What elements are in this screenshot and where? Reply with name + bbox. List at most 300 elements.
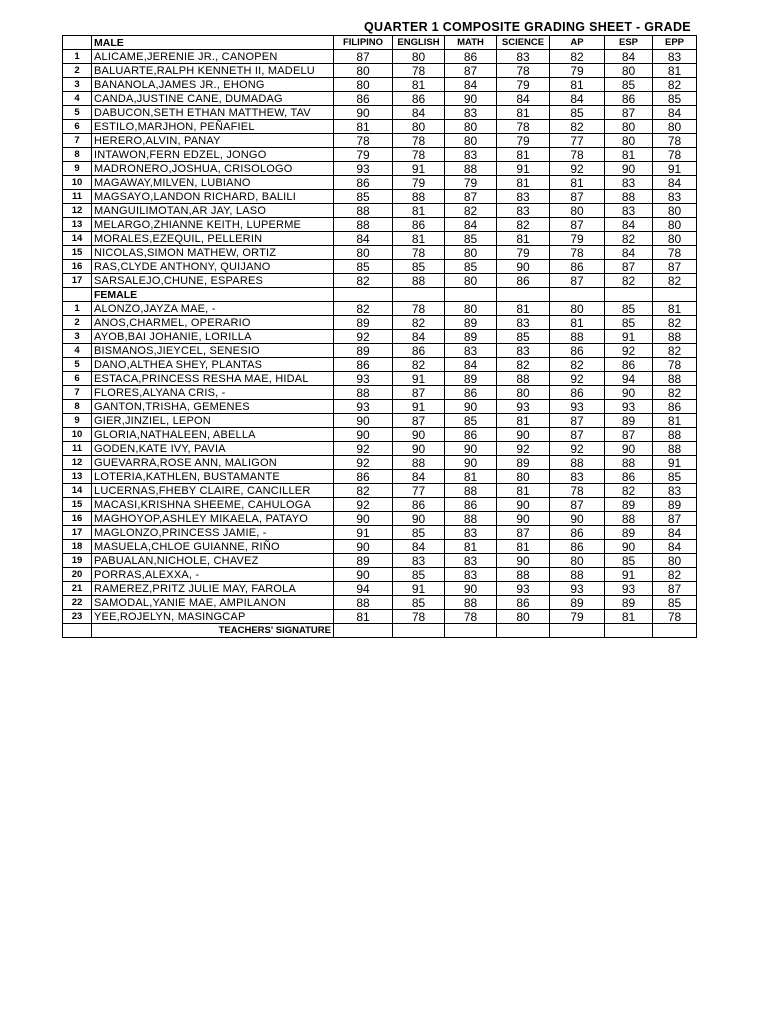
grade-cell[interactable]: 87 <box>393 386 445 400</box>
grade-cell[interactable]: 78 <box>653 358 697 372</box>
grade-cell[interactable]: 90 <box>334 540 393 554</box>
grade-cell[interactable]: 81 <box>550 316 605 330</box>
grade-cell[interactable]: 87 <box>653 582 697 596</box>
grade-cell[interactable]: 84 <box>393 470 445 484</box>
grade-cell[interactable]: 78 <box>550 484 605 498</box>
grade-cell[interactable]: 78 <box>393 302 445 316</box>
grade-cell[interactable]: 90 <box>605 540 653 554</box>
grade-cell[interactable]: 84 <box>653 540 697 554</box>
grade-cell[interactable]: 82 <box>497 358 550 372</box>
grade-cell[interactable]: 89 <box>497 456 550 470</box>
grade-cell[interactable]: 90 <box>334 568 393 582</box>
grade-cell[interactable]: 89 <box>445 316 497 330</box>
grade-cell[interactable]: 85 <box>605 302 653 316</box>
grade-cell[interactable]: 83 <box>497 316 550 330</box>
grade-cell[interactable]: 86 <box>497 274 550 288</box>
grade-cell[interactable]: 81 <box>653 302 697 316</box>
row-number: 1 <box>63 50 92 64</box>
grade-cell[interactable]: 87 <box>653 512 697 526</box>
grade-cell[interactable]: 88 <box>445 596 497 610</box>
grade-cell[interactable]: 80 <box>334 78 393 92</box>
grade-cell[interactable]: 86 <box>445 386 497 400</box>
grade-cell[interactable]: 82 <box>653 316 697 330</box>
grade-cell[interactable]: 83 <box>550 470 605 484</box>
grade-cell[interactable]: 81 <box>334 120 393 134</box>
grade-cell[interactable]: 91 <box>393 582 445 596</box>
grade-table-body <box>63 36 697 638</box>
grade-cell[interactable]: 79 <box>497 78 550 92</box>
grade-cell[interactable]: 81 <box>605 148 653 162</box>
grade-cell[interactable]: 86 <box>550 540 605 554</box>
grade-cell[interactable]: 86 <box>605 470 653 484</box>
grade-cell[interactable]: 80 <box>653 554 697 568</box>
grade-cell[interactable]: 90 <box>550 512 605 526</box>
grade-cell[interactable]: 84 <box>550 92 605 106</box>
grade-cell[interactable]: 81 <box>497 414 550 428</box>
grade-cell[interactable]: 89 <box>605 414 653 428</box>
grade-cell[interactable]: 90 <box>393 512 445 526</box>
table-row <box>63 120 697 134</box>
grade-cell[interactable]: 86 <box>334 470 393 484</box>
grade-cell[interactable]: 85 <box>445 414 497 428</box>
grade-cell[interactable]: 88 <box>445 512 497 526</box>
grade-cell[interactable]: 79 <box>550 610 605 624</box>
grade-cell[interactable]: 85 <box>334 190 393 204</box>
grade-cell[interactable]: 81 <box>445 470 497 484</box>
grade-cell[interactable]: 85 <box>334 260 393 274</box>
grade-cell[interactable]: 88 <box>393 190 445 204</box>
grade-cell[interactable]: 82 <box>605 274 653 288</box>
grade-cell[interactable]: 89 <box>334 316 393 330</box>
grade-cell[interactable]: 88 <box>653 442 697 456</box>
grade-cell[interactable]: 86 <box>605 358 653 372</box>
grade-cell[interactable]: 84 <box>445 78 497 92</box>
grade-cell[interactable]: 94 <box>334 582 393 596</box>
grade-cell[interactable]: 88 <box>334 386 393 400</box>
grade-cell[interactable]: 91 <box>605 568 653 582</box>
table-row <box>63 50 697 64</box>
grade-cell[interactable]: 82 <box>653 344 697 358</box>
grade-cell[interactable]: 86 <box>550 260 605 274</box>
grade-cell[interactable]: 88 <box>497 568 550 582</box>
grade-cell[interactable]: 93 <box>497 582 550 596</box>
grade-cell[interactable]: 84 <box>653 526 697 540</box>
grade-cell[interactable]: 91 <box>393 400 445 414</box>
grade-cell[interactable]: 86 <box>334 358 393 372</box>
grade-cell[interactable]: 88 <box>653 428 697 442</box>
grade-cell[interactable]: 81 <box>393 78 445 92</box>
signature-cell[interactable] <box>653 624 697 638</box>
grade-cell[interactable]: 80 <box>334 64 393 78</box>
grade-cell[interactable]: 88 <box>653 330 697 344</box>
grade-cell[interactable]: 83 <box>497 50 550 64</box>
grade-cell[interactable]: 78 <box>550 246 605 260</box>
grade-cell[interactable]: 81 <box>445 540 497 554</box>
grade-cell[interactable]: 83 <box>445 106 497 120</box>
grade-cell[interactable]: 93 <box>497 400 550 414</box>
grade-cell[interactable]: 86 <box>334 176 393 190</box>
grade-cell[interactable]: 79 <box>334 148 393 162</box>
grade-cell[interactable]: 79 <box>550 232 605 246</box>
grade-cell[interactable]: 87 <box>653 260 697 274</box>
grade-cell[interactable]: 83 <box>393 554 445 568</box>
grade-cell[interactable]: 86 <box>393 92 445 106</box>
grade-cell[interactable]: 78 <box>497 64 550 78</box>
grade-cell[interactable]: 78 <box>393 148 445 162</box>
grade-cell[interactable]: 82 <box>605 232 653 246</box>
row-number: 19 <box>63 554 92 568</box>
grade-cell[interactable]: 81 <box>393 204 445 218</box>
grade-cell[interactable]: 82 <box>393 358 445 372</box>
grade-cell[interactable]: 89 <box>605 596 653 610</box>
grade-cell[interactable]: 82 <box>334 484 393 498</box>
grade-cell[interactable]: 81 <box>334 610 393 624</box>
grade-cell[interactable]: 92 <box>550 372 605 386</box>
grade-cell[interactable]: 92 <box>497 442 550 456</box>
grade-cell[interactable]: 89 <box>605 498 653 512</box>
grade-cell[interactable]: 85 <box>497 330 550 344</box>
signature-cell[interactable] <box>497 624 550 638</box>
grade-cell[interactable]: 84 <box>605 218 653 232</box>
grade-cell[interactable]: 85 <box>393 568 445 582</box>
grade-cell[interactable]: 87 <box>550 190 605 204</box>
grade-cell[interactable]: 93 <box>550 400 605 414</box>
grade-cell[interactable]: 79 <box>550 64 605 78</box>
grade-cell[interactable]: 86 <box>550 526 605 540</box>
grade-cell[interactable]: 92 <box>550 442 605 456</box>
grade-cell[interactable]: 82 <box>334 302 393 316</box>
grade-cell[interactable]: 86 <box>550 386 605 400</box>
grade-cell[interactable]: 88 <box>393 274 445 288</box>
grade-cell[interactable]: 78 <box>653 134 697 148</box>
grade-cell[interactable]: 88 <box>605 512 653 526</box>
grade-cell[interactable]: 90 <box>497 260 550 274</box>
grade-cell[interactable]: 90 <box>445 92 497 106</box>
grade-cell[interactable]: 83 <box>445 526 497 540</box>
grade-cell[interactable]: 84 <box>497 92 550 106</box>
grade-cell[interactable]: 79 <box>497 134 550 148</box>
grade-cell[interactable]: 86 <box>550 344 605 358</box>
grade-cell[interactable]: 90 <box>445 400 497 414</box>
grade-cell[interactable]: 83 <box>653 190 697 204</box>
grade-cell[interactable]: 86 <box>445 498 497 512</box>
grade-cell[interactable]: 83 <box>497 190 550 204</box>
signature-cell[interactable] <box>550 624 605 638</box>
grade-cell[interactable]: 82 <box>550 120 605 134</box>
grade-cell[interactable]: 90 <box>445 456 497 470</box>
grade-cell[interactable]: 84 <box>334 232 393 246</box>
grade-cell[interactable]: 80 <box>653 120 697 134</box>
grade-cell[interactable]: 91 <box>605 330 653 344</box>
row-number: 12 <box>63 204 92 218</box>
grade-cell[interactable]: 86 <box>605 92 653 106</box>
grade-cell[interactable]: 93 <box>334 400 393 414</box>
grade-cell[interactable]: 88 <box>445 484 497 498</box>
grade-cell[interactable]: 90 <box>334 512 393 526</box>
grade-cell[interactable]: 93 <box>605 582 653 596</box>
grade-cell[interactable]: 88 <box>334 204 393 218</box>
grade-cell[interactable]: 92 <box>334 330 393 344</box>
grade-cell[interactable]: 80 <box>605 120 653 134</box>
grade-cell[interactable]: 90 <box>393 428 445 442</box>
student-name: FLORES,ALYANA CRIS, - <box>92 386 334 400</box>
grade-cell[interactable]: 81 <box>653 414 697 428</box>
grade-cell[interactable]: 78 <box>393 610 445 624</box>
grade-cell[interactable]: 85 <box>393 596 445 610</box>
grade-cell[interactable]: 90 <box>334 428 393 442</box>
grade-cell[interactable]: 85 <box>445 232 497 246</box>
grade-cell[interactable]: 83 <box>497 344 550 358</box>
grade-cell[interactable]: 87 <box>605 428 653 442</box>
grade-cell[interactable]: 83 <box>653 50 697 64</box>
grade-cell[interactable]: 91 <box>497 162 550 176</box>
grade-cell[interactable]: 78 <box>653 610 697 624</box>
grade-cell[interactable]: 81 <box>497 148 550 162</box>
grade-cell[interactable]: 80 <box>393 50 445 64</box>
grade-cell[interactable]: 80 <box>497 386 550 400</box>
grade-cell[interactable]: 78 <box>653 148 697 162</box>
grade-cell[interactable]: 78 <box>393 246 445 260</box>
grade-cell[interactable]: 78 <box>653 246 697 260</box>
grade-cell[interactable]: 83 <box>605 176 653 190</box>
grade-cell[interactable]: 83 <box>497 204 550 218</box>
grade-cell[interactable]: 86 <box>653 400 697 414</box>
grade-cell[interactable]: 91 <box>653 456 697 470</box>
grade-cell[interactable]: 81 <box>497 106 550 120</box>
grade-cell[interactable]: 78 <box>393 134 445 148</box>
grade-cell[interactable]: 85 <box>653 596 697 610</box>
grade-cell[interactable]: 82 <box>550 50 605 64</box>
grade-cell[interactable]: 87 <box>393 414 445 428</box>
grade-cell[interactable]: 81 <box>497 302 550 316</box>
grade-cell[interactable]: 81 <box>550 176 605 190</box>
grade-cell[interactable]: 90 <box>445 582 497 596</box>
grade-cell[interactable]: 84 <box>653 106 697 120</box>
grade-cell[interactable]: 88 <box>393 456 445 470</box>
grade-cell[interactable]: 94 <box>605 372 653 386</box>
grade-cell[interactable]: 84 <box>393 540 445 554</box>
grade-cell[interactable]: 87 <box>605 260 653 274</box>
grade-cell[interactable]: 86 <box>393 498 445 512</box>
grade-cell[interactable]: 88 <box>550 456 605 470</box>
grade-cell[interactable]: 82 <box>653 78 697 92</box>
grade-cell[interactable]: 82 <box>653 568 697 582</box>
grade-cell[interactable]: 79 <box>393 176 445 190</box>
grade-cell[interactable]: 90 <box>497 428 550 442</box>
grade-cell[interactable]: 87 <box>445 190 497 204</box>
grade-cell[interactable]: 85 <box>445 260 497 274</box>
grade-cell[interactable]: 89 <box>334 554 393 568</box>
grade-cell[interactable]: 80 <box>653 204 697 218</box>
grade-cell[interactable]: 90 <box>497 512 550 526</box>
grade-cell[interactable]: 80 <box>550 204 605 218</box>
grade-cell[interactable]: 85 <box>605 554 653 568</box>
grade-cell[interactable]: 87 <box>445 64 497 78</box>
grade-cell[interactable]: 80 <box>393 120 445 134</box>
table-row <box>63 582 697 596</box>
grade-cell[interactable]: 84 <box>605 50 653 64</box>
grade-cell[interactable]: 88 <box>605 190 653 204</box>
grade-cell[interactable]: 92 <box>605 344 653 358</box>
grade-cell[interactable]: 81 <box>497 176 550 190</box>
grade-cell[interactable]: 80 <box>550 554 605 568</box>
grade-cell[interactable]: 93 <box>334 162 393 176</box>
grade-cell[interactable]: 80 <box>445 274 497 288</box>
grade-cell[interactable]: 89 <box>550 596 605 610</box>
grade-cell[interactable]: 90 <box>445 442 497 456</box>
grade-cell[interactable]: 80 <box>445 302 497 316</box>
grade-cell[interactable]: 83 <box>445 554 497 568</box>
grade-cell[interactable]: 79 <box>445 176 497 190</box>
grade-cell[interactable]: 90 <box>605 386 653 400</box>
grade-cell[interactable]: 81 <box>605 610 653 624</box>
grade-cell[interactable]: 81 <box>550 78 605 92</box>
grade-cell[interactable]: 90 <box>605 162 653 176</box>
grade-cell[interactable]: 83 <box>445 344 497 358</box>
grade-cell[interactable]: 88 <box>445 162 497 176</box>
grade-cell[interactable]: 87 <box>550 218 605 232</box>
grade-cell[interactable]: 81 <box>653 64 697 78</box>
grade-cell[interactable]: 87 <box>550 414 605 428</box>
grade-cell[interactable]: 91 <box>393 162 445 176</box>
grade-cell[interactable]: 78 <box>550 148 605 162</box>
grade-cell[interactable]: 85 <box>605 316 653 330</box>
grade-cell[interactable]: 86 <box>334 92 393 106</box>
grade-cell[interactable]: 89 <box>605 526 653 540</box>
grade-cell[interactable]: 88 <box>497 372 550 386</box>
grade-cell[interactable]: 81 <box>497 232 550 246</box>
grade-cell[interactable]: 85 <box>653 92 697 106</box>
grade-cell[interactable]: 86 <box>497 596 550 610</box>
student-name: GUEVARRA,ROSE ANN, MALIGON <box>92 456 334 470</box>
grade-cell[interactable]: 80 <box>550 302 605 316</box>
grade-cell[interactable]: 92 <box>334 498 393 512</box>
grade-cell[interactable]: 84 <box>605 246 653 260</box>
grade-cell[interactable]: 90 <box>497 498 550 512</box>
grade-cell[interactable]: 87 <box>550 498 605 512</box>
grade-cell[interactable]: 83 <box>445 148 497 162</box>
grade-cell[interactable]: 87 <box>605 106 653 120</box>
grade-cell[interactable]: 77 <box>393 484 445 498</box>
grade-cell[interactable]: 85 <box>393 260 445 274</box>
grade-cell[interactable]: 86 <box>393 344 445 358</box>
signature-cell[interactable] <box>445 624 497 638</box>
grade-cell[interactable]: 84 <box>445 218 497 232</box>
grade-cell[interactable]: 88 <box>653 372 697 386</box>
grade-cell[interactable]: 81 <box>393 232 445 246</box>
grade-cell[interactable]: 80 <box>445 134 497 148</box>
grade-cell[interactable]: 88 <box>334 596 393 610</box>
grade-cell[interactable]: 93 <box>605 400 653 414</box>
grade-cell[interactable]: 80 <box>497 610 550 624</box>
grade-cell[interactable]: 90 <box>393 442 445 456</box>
grade-cell[interactable]: 83 <box>605 204 653 218</box>
grade-cell[interactable]: 87 <box>550 428 605 442</box>
grade-cell[interactable]: 87 <box>497 526 550 540</box>
grade-cell[interactable]: 85 <box>393 526 445 540</box>
signature-cell[interactable] <box>334 624 393 638</box>
grade-cell[interactable]: 85 <box>605 78 653 92</box>
grade-cell[interactable]: 83 <box>445 568 497 582</box>
grade-cell[interactable]: 82 <box>393 316 445 330</box>
grade-cell[interactable]: 80 <box>334 246 393 260</box>
grade-cell[interactable]: 92 <box>334 456 393 470</box>
grade-cell[interactable]: 80 <box>653 218 697 232</box>
grade-cell[interactable]: 84 <box>445 358 497 372</box>
grade-cell[interactable]: 78 <box>445 610 497 624</box>
grade-cell[interactable]: 80 <box>653 232 697 246</box>
grade-cell[interactable]: 80 <box>605 64 653 78</box>
grade-cell[interactable]: 82 <box>605 484 653 498</box>
grade-cell[interactable]: 84 <box>393 106 445 120</box>
table-row <box>63 344 697 358</box>
grade-cell[interactable]: 91 <box>334 526 393 540</box>
grade-cell[interactable]: 81 <box>497 484 550 498</box>
grade-cell[interactable]: 89 <box>653 498 697 512</box>
grade-cell[interactable]: 82 <box>497 218 550 232</box>
grade-cell[interactable]: 93 <box>334 372 393 386</box>
grade-cell[interactable]: 87 <box>550 274 605 288</box>
grade-cell[interactable]: 78 <box>334 134 393 148</box>
grade-cell[interactable]: 89 <box>445 372 497 386</box>
grade-cell[interactable]: 79 <box>497 246 550 260</box>
grade-cell[interactable]: 90 <box>605 442 653 456</box>
grade-cell[interactable]: 85 <box>653 470 697 484</box>
grade-cell[interactable]: 90 <box>497 554 550 568</box>
grade-cell[interactable]: 87 <box>334 50 393 64</box>
grade-cell[interactable]: 82 <box>334 274 393 288</box>
grade-cell[interactable]: 92 <box>550 162 605 176</box>
grade-cell[interactable]: 89 <box>334 344 393 358</box>
grade-cell[interactable]: 81 <box>497 540 550 554</box>
grade-cell[interactable]: 88 <box>550 330 605 344</box>
grade-cell[interactable]: 78 <box>393 64 445 78</box>
grade-cell[interactable]: 92 <box>334 442 393 456</box>
grade-cell[interactable]: 82 <box>445 204 497 218</box>
grade-cell[interactable]: 88 <box>550 568 605 582</box>
row-number: 7 <box>63 134 92 148</box>
grade-cell[interactable]: 93 <box>550 582 605 596</box>
signature-cell[interactable] <box>605 624 653 638</box>
signature-cell[interactable] <box>393 624 445 638</box>
grade-cell[interactable]: 77 <box>550 134 605 148</box>
grade-cell[interactable]: 86 <box>445 50 497 64</box>
grade-cell[interactable]: 84 <box>653 176 697 190</box>
grade-cell[interactable]: 86 <box>393 218 445 232</box>
grade-cell[interactable]: 80 <box>445 246 497 260</box>
grade-cell[interactable]: 80 <box>445 120 497 134</box>
grade-cell[interactable]: 84 <box>393 330 445 344</box>
grading-table <box>62 35 697 638</box>
grade-cell[interactable]: 90 <box>334 106 393 120</box>
grade-cell[interactable]: 86 <box>445 428 497 442</box>
grade-cell[interactable]: 85 <box>550 106 605 120</box>
row-number: 18 <box>63 540 92 554</box>
grade-cell[interactable]: 91 <box>393 372 445 386</box>
grade-cell[interactable]: 78 <box>497 120 550 134</box>
grade-cell[interactable]: 88 <box>605 456 653 470</box>
grade-cell[interactable]: 91 <box>653 162 697 176</box>
grade-cell[interactable]: 88 <box>334 218 393 232</box>
grade-cell[interactable]: 80 <box>605 134 653 148</box>
grade-cell[interactable]: 90 <box>334 414 393 428</box>
grade-cell[interactable]: 83 <box>653 484 697 498</box>
grade-cell[interactable]: 89 <box>445 330 497 344</box>
grade-cell[interactable]: 82 <box>550 358 605 372</box>
grade-cell[interactable]: 82 <box>653 386 697 400</box>
grade-cell[interactable]: 80 <box>497 470 550 484</box>
grade-cell[interactable]: 82 <box>653 274 697 288</box>
